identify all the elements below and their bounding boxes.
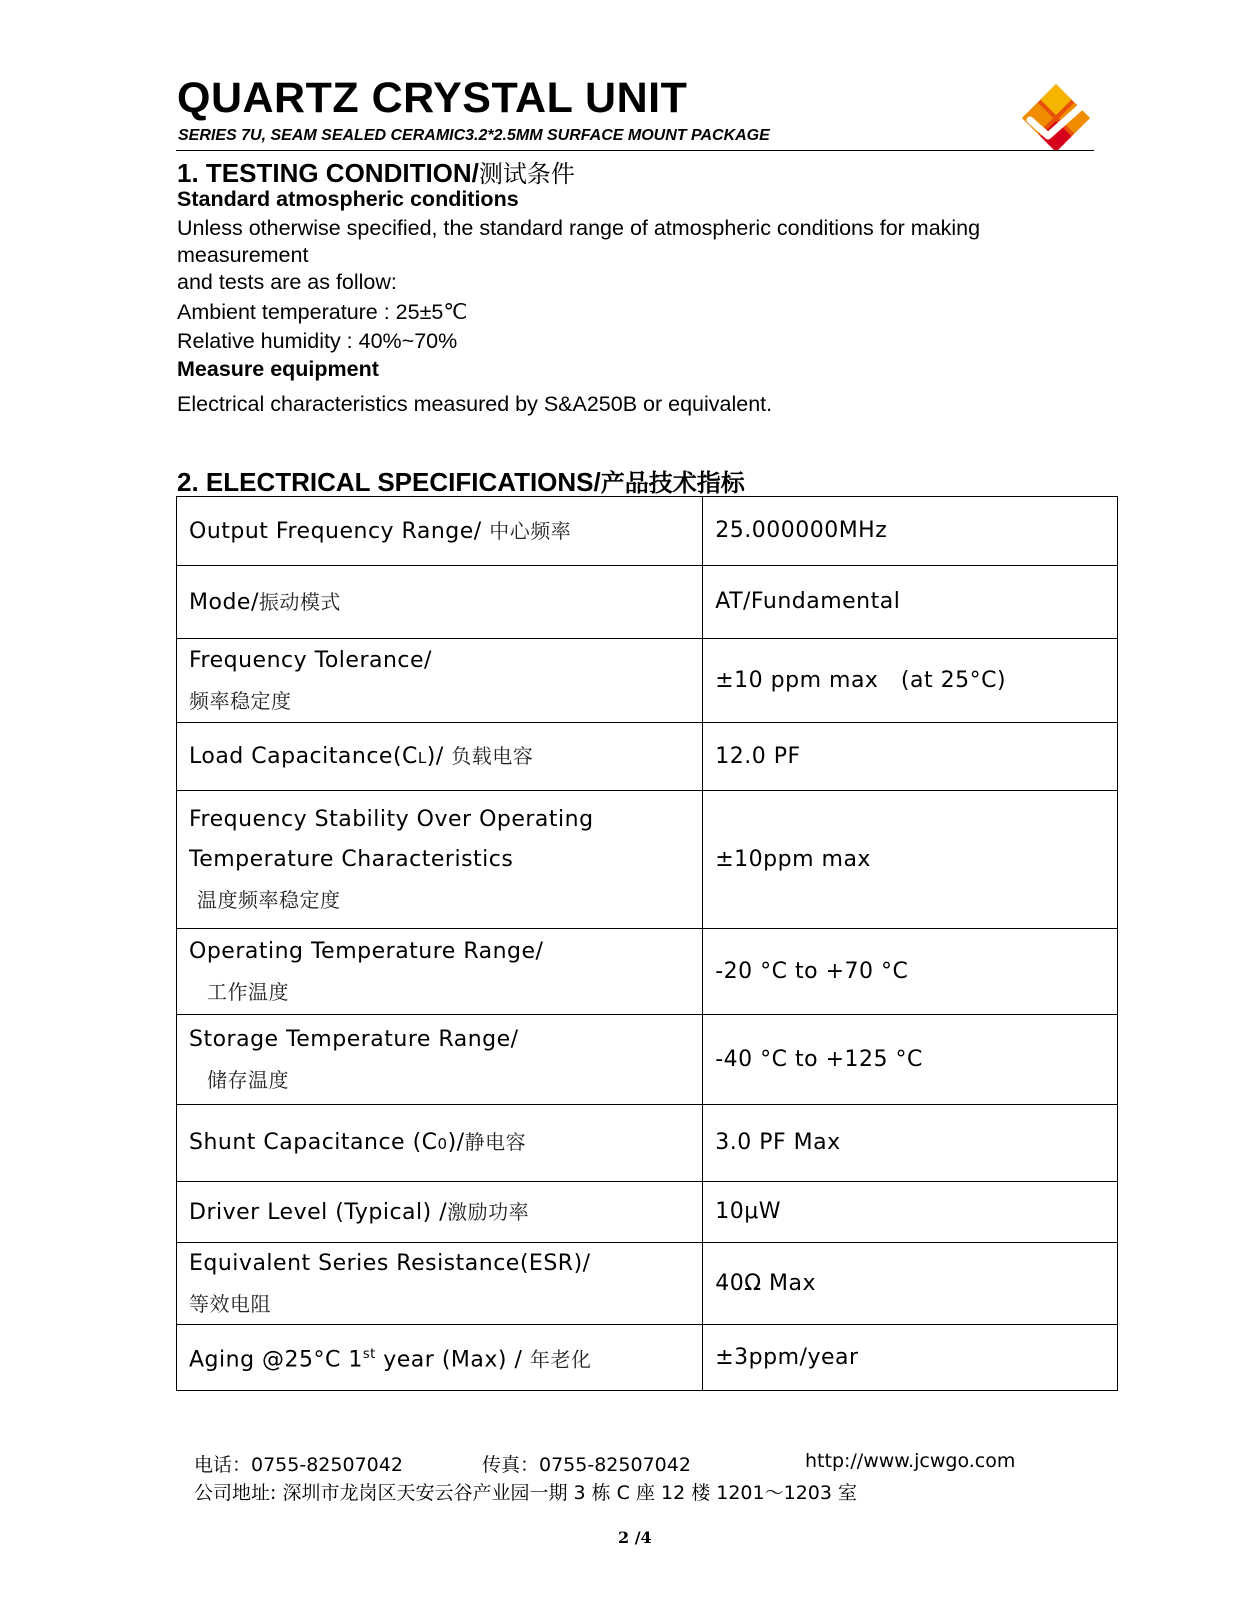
param-label-end: year (Max) / [375,1347,530,1373]
electrical-specifications-table [176,496,1118,1391]
param-cell [177,929,703,1015]
param-subscript: 0 [437,1135,448,1153]
param-label-cn: 储存温度 [207,1067,289,1092]
param-cell [177,723,703,791]
value-cell: ±3ppm/year [703,1325,1118,1391]
value-cell: AT/Fundamental [703,566,1118,639]
param-label-cn: 工作温度 [207,979,289,1004]
value-cell: -40 °C to +125 °C [703,1015,1118,1105]
table-row [177,929,1118,1015]
table-row [177,1325,1118,1391]
param-cell [177,1015,703,1105]
relative-humidity: Relative humidity : 40%~70% [177,329,458,353]
param-label: Frequency Tolerance/ [189,647,432,673]
param-cell [177,1105,703,1182]
param-label: Equivalent Series Resistance(ESR)/ [189,1250,591,1276]
param-label: Storage Temperature Range/ [189,1026,519,1052]
param-label-line1: Frequency Stability Over Operating [189,806,594,832]
value-cell: 25.000000MHz [703,497,1118,566]
param-cell [177,791,703,929]
ambient-temperature: Ambient temperature : 25±5℃ [177,300,468,324]
param-label-cn: 负载电容 [451,743,534,768]
section-1-heading [177,154,575,189]
param-label-cn: 激励功率 [447,1199,530,1224]
page-number: 2 /4 [618,1528,652,1547]
param-cell [177,1243,703,1325]
brand-logo-icon [1018,80,1094,150]
value-cell: 40Ω Max [703,1243,1118,1325]
param-label: Mode/ [189,589,259,615]
table-row [177,1105,1118,1182]
table-row [177,1182,1118,1243]
param-label: Aging @25°C 1 [189,1347,363,1373]
measure-equipment-text: Electrical characteristics measured by S&A250B or equivalent. [177,392,773,416]
param-cell [177,566,703,639]
footer-tel: 电话：0755-82507042 [194,1454,403,1476]
param-label-cn: 年老化 [529,1347,592,1372]
param-label-cn: 频率稳定度 [189,688,292,713]
section-1-heading-text: 1. TESTING CONDITION/ [177,158,479,188]
value-cell: 3.0 PF Max [703,1105,1118,1182]
table-row [177,1243,1118,1325]
conditions-text-line2: measurement [177,243,309,267]
param-superscript: st [362,1346,376,1362]
param-label: Load Capacitance(C [189,743,418,769]
table-row [177,1015,1118,1105]
footer-address: 公司地址: 深圳市龙岗区天安云谷产业园一期 3 栋 C 座 12 楼 1201～1203 室 [194,1482,857,1504]
table-row [177,639,1118,723]
param-label-cn: 等效电阻 [189,1291,271,1316]
param-cell [177,639,703,723]
document-subtitle: SERIES 7U, SEAM SEALED CERAMIC3.2*2.5MM SURFACE MOUNT PACKAGE [178,127,770,144]
conditions-text-line1: Unless otherwise specified, the standard range of atmospheric conditions for making [177,216,981,240]
param-label: Operating Temperature Range/ [189,938,544,964]
value-cell: ±10 ppm max (at 25°C) [703,639,1118,723]
value-cell: 12.0 PF [703,723,1118,791]
table-row [177,791,1118,929]
param-label-cn: 振动模式 [258,589,341,614]
measure-equipment-heading: Measure equipment [177,357,379,381]
param-label: Output Frequency Range/ [189,518,490,544]
param-label-cn: 中心频率 [489,518,572,543]
param-label-cn: 静电容 [464,1130,527,1154]
param-label-end: )/ [447,1130,465,1155]
param-cell [177,1325,703,1391]
footer-website-link[interactable]: http://www.jcwgo.com [805,1450,1016,1472]
footer-fax: 传真：0755-82507042 [482,1454,691,1476]
value-cell: ±10ppm max [703,791,1118,929]
param-label: Driver Level (Typical) / [189,1199,448,1225]
param-cell [177,497,703,566]
param-label-cn: 温度频率稳定度 [197,887,341,912]
table-row [177,566,1118,639]
document-title: QUARTZ CRYSTAL UNIT [177,74,688,122]
param-label-line2: Temperature Characteristics [189,846,514,872]
section-2-heading-text: 2. ELECTRICAL SPECIFICATIONS/ [177,467,601,497]
param-label-end: )/ [426,743,452,769]
section-2-heading [177,463,745,498]
standard-conditions-heading: Standard atmospheric conditions [177,187,519,211]
section-1-heading-cn: 测试条件 [478,160,575,188]
conditions-text-line3: and tests are as follow: [177,270,397,294]
table-row [177,497,1118,566]
table-row [177,723,1118,791]
section-2-heading-cn: 产品技术指标 [600,469,745,497]
value-cell: 10μW [703,1182,1118,1243]
value-cell: -20 °C to +70 °C [703,929,1118,1015]
header-divider [176,150,1094,151]
param-cell [177,1182,703,1243]
param-subscript: L [417,748,427,767]
param-label: Shunt Capacitance (C [189,1130,438,1155]
